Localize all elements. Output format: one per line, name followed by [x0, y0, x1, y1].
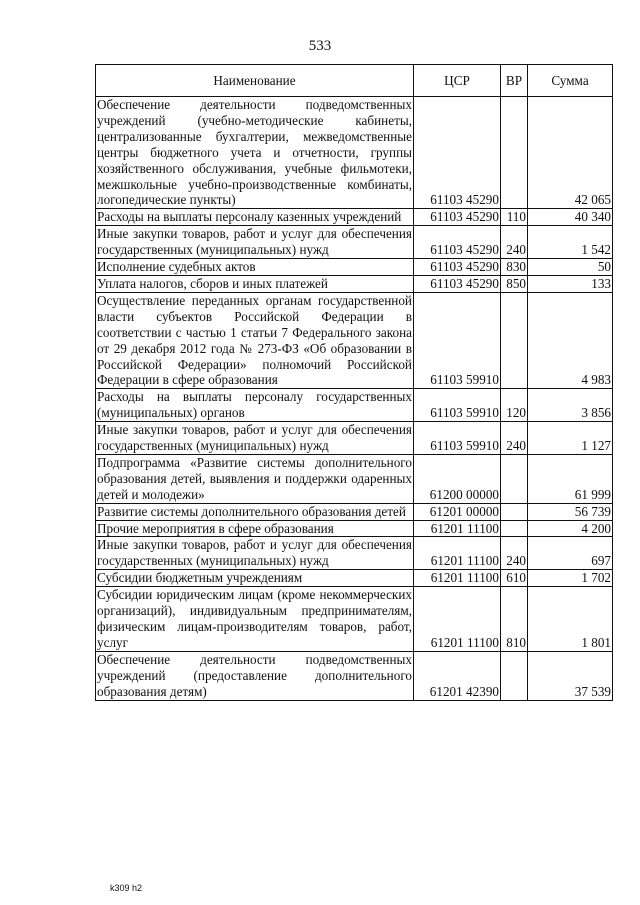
- vr-cell: 240: [501, 422, 528, 455]
- table-row: [96, 503, 613, 520]
- header-sum: Сумма: [528, 65, 613, 97]
- vr-cell: [501, 503, 528, 520]
- table-row: [96, 226, 613, 259]
- name-cell: Иные закупки товаров, работ и услуг для обеспечения государственных (муниципальных) нужд: [97, 422, 412, 454]
- name-cell: Иные закупки товаров, работ и услуг для обеспечения государственных (муниципальных) нужд: [97, 226, 412, 258]
- sum-cell: 61 999: [528, 454, 613, 503]
- csr-cell: 61103 45290: [414, 226, 501, 259]
- name-cell: Расходы на выплаты персоналу казенных учреждений: [96, 209, 414, 226]
- csr-cell: 61103 45290: [414, 97, 501, 209]
- vr-cell: 120: [501, 389, 528, 422]
- name-cell: Осуществление переданных органам государственной власти субъектов Российской Федерации в соответствии с частью 1 статьи 7 Федерального закона от 29 декабря 2012 года № 273-ФЗ «Об образовании в Российской Федерации» полномочий Российской Федерации в сфере образования: [97, 292, 412, 388]
- name-cell: Развитие системы дополнительного образования детей: [96, 503, 414, 520]
- csr-cell: 61103 45290: [414, 209, 501, 226]
- csr-cell: 61103 59910: [414, 292, 501, 388]
- table-row: [96, 454, 613, 503]
- vr-cell: [501, 520, 528, 537]
- table-row: [96, 97, 613, 209]
- sum-cell: 37 539: [528, 651, 613, 700]
- name-cell: Прочие мероприятия в сфере образования: [96, 520, 414, 537]
- table-row: [96, 422, 613, 455]
- sum-cell: 56 739: [528, 503, 613, 520]
- table-row: [96, 587, 613, 652]
- sum-cell: 1 542: [528, 226, 613, 259]
- table-row: [96, 570, 613, 587]
- header-name: Наименование: [96, 65, 414, 97]
- csr-cell: 61103 45290: [414, 259, 501, 276]
- page-number: 533: [308, 38, 332, 54]
- name-cell: Субсидии бюджетным учреждениям: [96, 570, 414, 587]
- vr-cell: [501, 651, 528, 700]
- name-cell: Обеспечение деятельности подведомственных учреждений (учебно-методические кабинеты, централизованные бухгалтерии, межведомственные центры бюджетного учета и отчетности, группы хозяйственного обслуживания, учебные фильмотеки, межшкольные учебно-производственные комбинаты, логопедические пункты): [97, 97, 412, 208]
- sum-cell: 1 801: [528, 587, 613, 652]
- sum-cell: 1 702: [528, 570, 613, 587]
- csr-cell: 61200 00000: [414, 454, 501, 503]
- csr-cell: 61201 00000: [414, 503, 501, 520]
- footer-code: k309 h2: [110, 883, 143, 893]
- vr-cell: 110: [501, 209, 528, 226]
- vr-cell: 850: [501, 275, 528, 292]
- csr-cell: 61103 59910: [414, 422, 501, 455]
- sum-cell: 42 065: [528, 97, 613, 209]
- csr-cell: 61103 45290: [414, 275, 501, 292]
- table-row: [96, 259, 613, 276]
- vr-cell: 610: [501, 570, 528, 587]
- name-cell: Субсидии юридическим лицам (кроме некоммерческих организаций), индивидуальным предпринимателям, физическим лицам-производителям товаров, работ, услуг: [97, 587, 412, 650]
- header-csr: ЦСР: [414, 65, 501, 97]
- vr-cell: 240: [501, 537, 528, 570]
- sum-cell: 133: [528, 275, 613, 292]
- name-cell: Иные закупки товаров, работ и услуг для обеспечения государственных (муниципальных) нужд: [97, 537, 412, 569]
- sum-cell: 1 127: [528, 422, 613, 455]
- sum-cell: 4 200: [528, 520, 613, 537]
- csr-cell: 61201 11100: [414, 520, 501, 537]
- csr-cell: 61201 11100: [414, 587, 501, 652]
- table-row: [96, 651, 613, 700]
- vr-cell: 810: [501, 587, 528, 652]
- vr-cell: [501, 454, 528, 503]
- sum-cell: 3 856: [528, 389, 613, 422]
- table-row: [96, 292, 613, 388]
- table-row: [96, 537, 613, 570]
- csr-cell: 61201 42390: [414, 651, 501, 700]
- table-row: [96, 520, 613, 537]
- name-cell: Расходы на выплаты персоналу государственных (муниципальных) органов: [97, 389, 412, 421]
- name-cell: Обеспечение деятельности подведомственных учреждений (предоставление дополнительного образования детям): [97, 651, 412, 699]
- vr-cell: [501, 97, 528, 209]
- table-body: [96, 97, 613, 701]
- table-row: [96, 275, 613, 292]
- table-row: [96, 209, 613, 226]
- header-vr: ВР: [501, 65, 528, 97]
- sum-cell: 40 340: [528, 209, 613, 226]
- name-cell: Уплата налогов, сборов и иных платежей: [96, 275, 414, 292]
- sum-cell: 4 983: [528, 292, 613, 388]
- table-header-row: [96, 65, 613, 97]
- csr-cell: 61201 11100: [414, 537, 501, 570]
- name-cell: Подпрограмма «Развитие системы дополнительного образования детей, выявления и поддержки одаренных детей и молодежи»: [97, 454, 412, 502]
- sum-cell: 697: [528, 537, 613, 570]
- vr-cell: [501, 292, 528, 388]
- table-row: [96, 389, 613, 422]
- vr-cell: 830: [501, 259, 528, 276]
- vr-cell: 240: [501, 226, 528, 259]
- name-cell: Исполнение судебных актов: [96, 259, 414, 276]
- budget-table: [95, 64, 613, 701]
- csr-cell: 61201 11100: [414, 570, 501, 587]
- csr-cell: 61103 59910: [414, 389, 501, 422]
- sum-cell: 50: [528, 259, 613, 276]
